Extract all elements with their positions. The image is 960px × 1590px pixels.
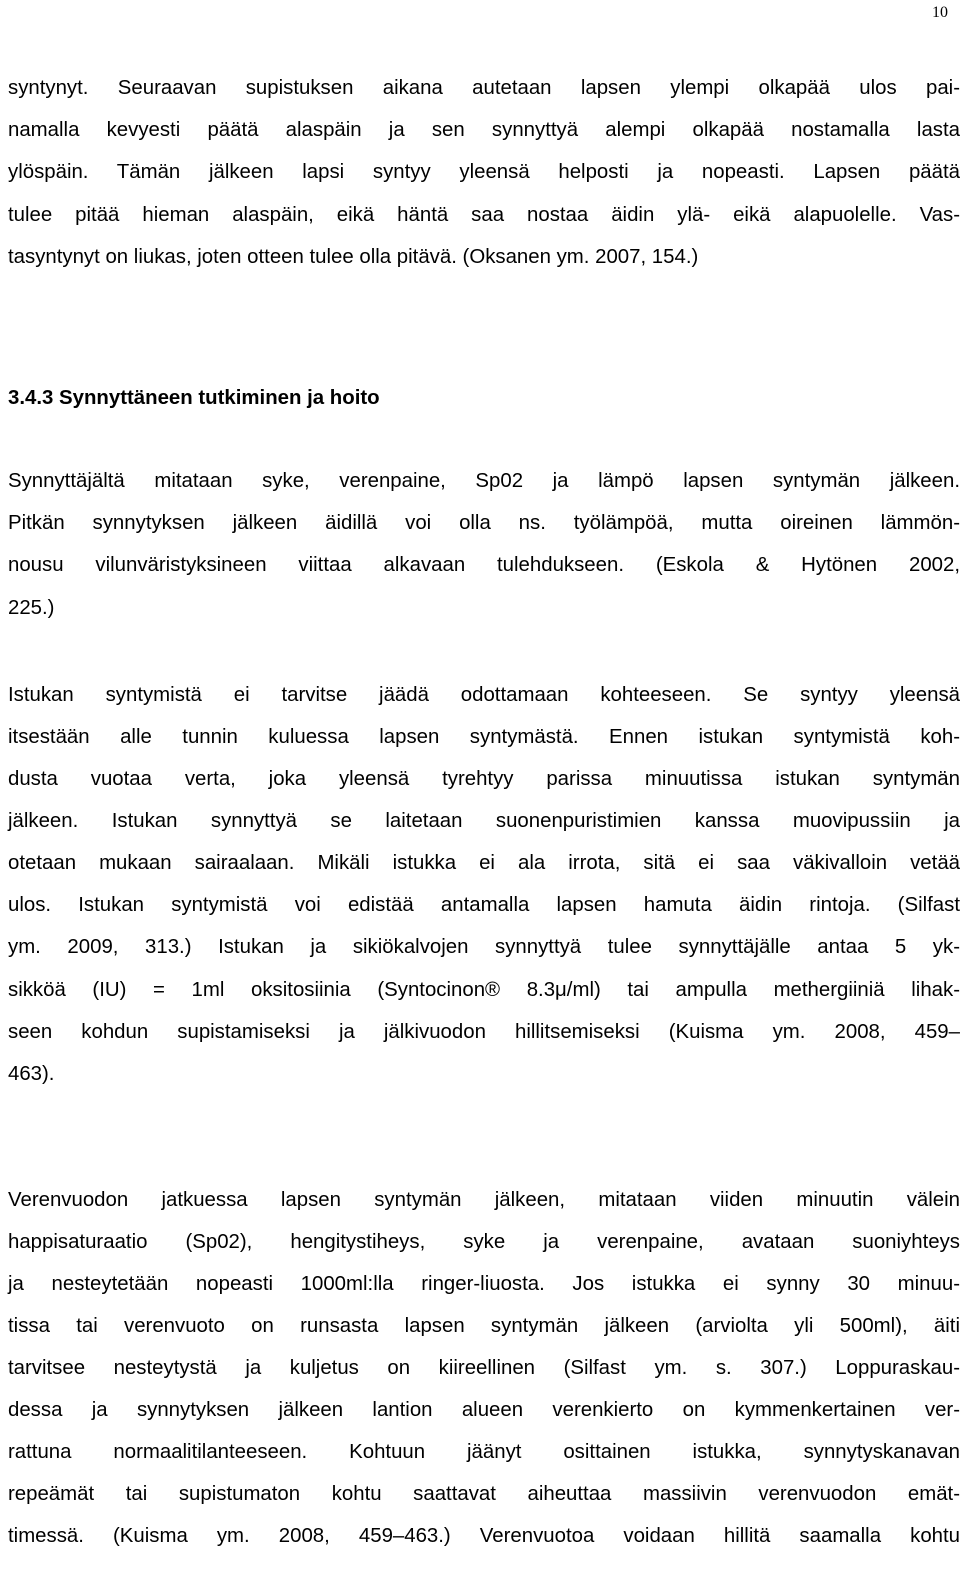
text-line: repeämät tai supistumaton kohtu saattavat aiheuttaa massiivin verenvuodon emät-	[8, 1483, 960, 1505]
text-line: namalla kevyesti päätä alaspäin ja sen synnyttyä alempi olkapää nostamalla lasta	[8, 119, 960, 141]
text-line: Verenvuodon jatkuessa lapsen syntymän jälkeen, mitataan viiden minuutin välein	[8, 1189, 960, 1211]
text-line: otetaan mukaan sairaalaan. Mikäli istukka ei ala irrota, sitä ei saa väkivalloin vetää	[8, 852, 960, 874]
text-line: Synnyttäjältä mitataan syke, verenpaine, Sp02 ja lämpö lapsen syntymän jälkeen.	[8, 470, 960, 492]
text-line: syntynyt. Seuraavan supistuksen aikana autetaan lapsen ylempi olkapää ulos pai-	[8, 77, 960, 99]
text-line: tasyntynyt on liukas, joten otteen tulee olla pitävä. (Oksanen ym. 2007, 154.)	[8, 246, 699, 268]
text-line: timessä. (Kuisma ym. 2008, 459–463.) Verenvuotoa voidaan hillitä saamalla kohtu	[8, 1525, 960, 1547]
text-line: tissa tai verenvuoto on runsasta lapsen syntymän jälkeen (arviolta yli 500ml), äiti	[8, 1315, 960, 1337]
page-number: 10	[932, 4, 948, 21]
text-line: dusta vuotaa verta, joka yleensä tyrehtyy parissa minuutissa istukan syntymän	[8, 768, 960, 790]
text-line: dessa ja synnytyksen jälkeen lantion alueen verenkierto on kymmenkertainen ver-	[8, 1399, 960, 1421]
text-line: 225.)	[8, 597, 55, 619]
text-line: tarvitsee nesteytystä ja kuljetus on kiireellinen (Silfast ym. s. 307.) Loppuraskau-	[8, 1357, 960, 1379]
text-line: ulos. Istukan syntymistä voi edistää antamalla lapsen hamuta äidin rintoja. (Silfast	[8, 894, 960, 916]
text-line: happisaturaatio (Sp02), hengitystiheys, syke ja verenpaine, avataan suoniyhteys	[8, 1231, 960, 1253]
text-line: ja nesteytetään nopeasti 1000ml:lla ringer-liuosta. Jos istukka ei synny 30 minuu-	[8, 1273, 960, 1295]
text-line: Istukan syntymistä ei tarvitse jäädä odottamaan kohteeseen. Se syntyy yleensä	[8, 684, 960, 706]
text-line: jälkeen. Istukan synnyttyä se laitetaan suonenpuristimien kanssa muovipussiin ja	[8, 810, 960, 832]
text-line: rattuna normaalitilanteeseen. Kohtuun jäänyt osittainen istukka, synnytyskanavan	[8, 1441, 960, 1463]
text-line: itsestään alle tunnin kuluessa lapsen syntymästä. Ennen istukan syntymistä koh-	[8, 726, 960, 748]
text-line: tulee pitää hieman alaspäin, eikä häntä saa nostaa äidin ylä- eikä alapuolelle. Vas-	[8, 204, 960, 226]
text-line: Pitkän synnytyksen jälkeen äidillä voi olla ns. työlämpöä, mutta oireinen lämmön-	[8, 512, 960, 534]
text-line: ym. 2009, 313.) Istukan ja sikiökalvojen synnyttyä tulee synnyttäjälle antaa 5 yk-	[8, 936, 960, 958]
text-line: ylöspäin. Tämän jälkeen lapsi syntyy yleensä helposti ja nopeasti. Lapsen päätä	[8, 161, 960, 183]
text-line: nousu vilunväristyksineen viittaa alkavaan tulehdukseen. (Eskola & Hytönen 2002,	[8, 554, 960, 576]
text-line: seen kohdun supistamiseksi ja jälkivuodon hillitsemiseksi (Kuisma ym. 2008, 459–	[8, 1021, 960, 1043]
text-line: sikköä (IU) = 1ml oksitosiinia (Syntocinon® 8.3μ/ml) tai ampulla methergiiniä lihak-	[8, 979, 960, 1001]
text-line: 463).	[8, 1063, 55, 1085]
section-heading: 3.4.3 Synnyttäneen tutkiminen ja hoito	[8, 387, 380, 409]
